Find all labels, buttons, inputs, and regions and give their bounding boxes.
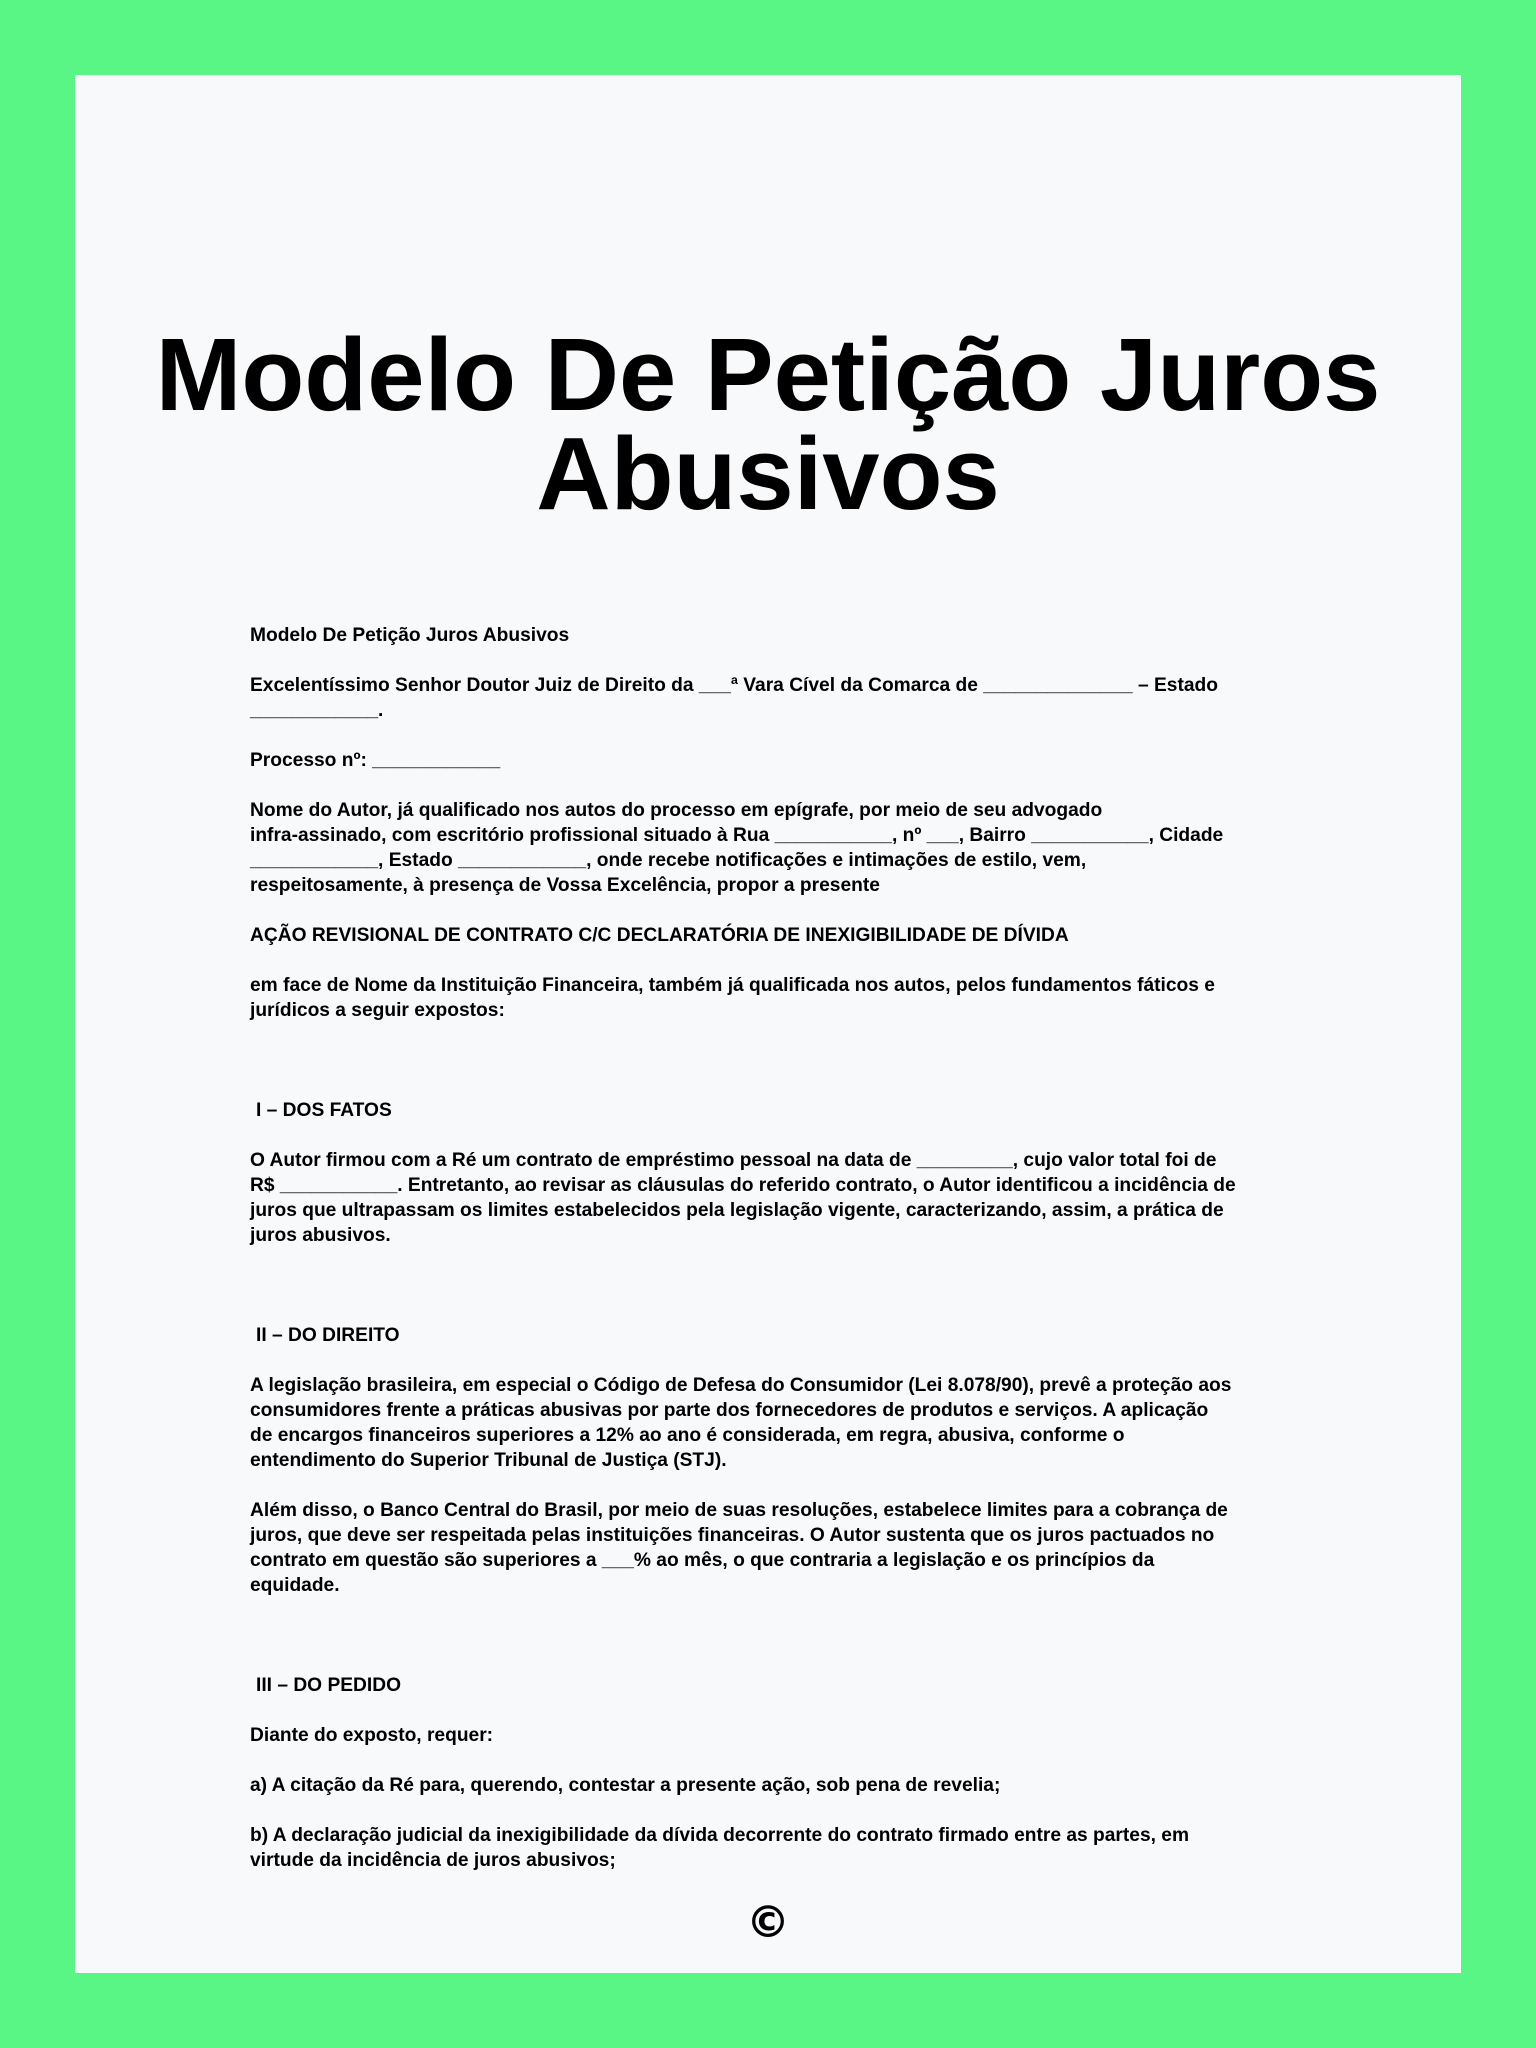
document-body <box>250 623 1370 1873</box>
law-paragraph-2: Além disso, o Banco Central do Brasil, por meio de suas resoluções, estabelece limites para a cobrança de juros, que deve ser respeitada pelas instituições financeiras. O Autor sustenta que os juros pactuados no contrato em questão são superiores a ___% ao mês, o que contraria a legislação e os princípios da equidade. <box>250 1500 1228 1596</box>
document-subtitle: Modelo De Petição Juros Abusivos <box>250 625 570 646</box>
request-intro: Diante do exposto, requer: <box>250 1725 494 1746</box>
defendant-paragraph: em face de Nome da Instituição Financeira, também já qualificada nos autos, pelos fundamentos fáticos e jurídicos a seguir expostos: <box>250 975 1215 1021</box>
section-heading-request: III – DO PEDIDO <box>256 1675 402 1696</box>
copyright-icon: © <box>746 1897 790 1948</box>
request-item-b: b) A declaração judicial da inexigibilidade da dívida decorrente do contrato firmado entre as partes, em virtude da incidência de juros abusivos; <box>250 1825 1190 1871</box>
law-paragraph-1: A legislação brasileira, em especial o Código de Defesa do Consumidor (Lei 8.078/90), prevê a proteção aos consumidores frente a práticas abusivas por parte dos fornecedores de produtos e serviços. A aplicação de encargos financeiros superiores a 12% ao ano é considerada, em regra, abusiva, conforme o entendimento do Superior Tribunal de Justiça (STJ). <box>250 1375 1232 1471</box>
section-heading-law: II – DO DIREITO <box>256 1325 400 1346</box>
qualification-paragraph: Nome do Autor, já qualificado nos autos do processo em epígrafe, por meio de seu advogado infra-assinado, com escritório profissional situado à Rua ___________, nº ___, Bairro ___________, Cidade ____________, Estado ____________, onde recebe notificações e intimações de estilo, vem, respeitosamente, à presença de Vossa Excelência, propor a presente <box>250 800 1224 896</box>
action-title: AÇÃO REVISIONAL DE CONTRATO C/C DECLARATÓRIA DE INEXIGIBILIDADE DE DÍVIDA <box>250 925 1069 946</box>
addressee-paragraph: Excelentíssimo Senhor Doutor Juiz de Direito da ___ª Vara Cível da Comarca de ______________ – Estado ____________. <box>250 675 1218 721</box>
facts-paragraph: O Autor firmou com a Ré um contrato de empréstimo pessoal na data de _________, cujo valor total foi de R$ ___________. Entretanto, ao revisar as cláusulas do referido contrato, o Autor identificou a incidência de juros que ultrapassam os limites estabelecidos pela legislação vigente, caracterizando, assim, a prática de juros abusivos. <box>250 1150 1236 1246</box>
document-page <box>75 75 1461 1973</box>
request-item-a: a) A citação da Ré para, querendo, contestar a presente ação, sob pena de revelia; <box>250 1775 1001 1796</box>
section-heading-facts: I – DOS FATOS <box>256 1100 392 1121</box>
process-number-paragraph: Processo nº: ____________ <box>250 750 501 771</box>
page-title: Modelo De Petição Juros Abusivos <box>155 317 1381 531</box>
